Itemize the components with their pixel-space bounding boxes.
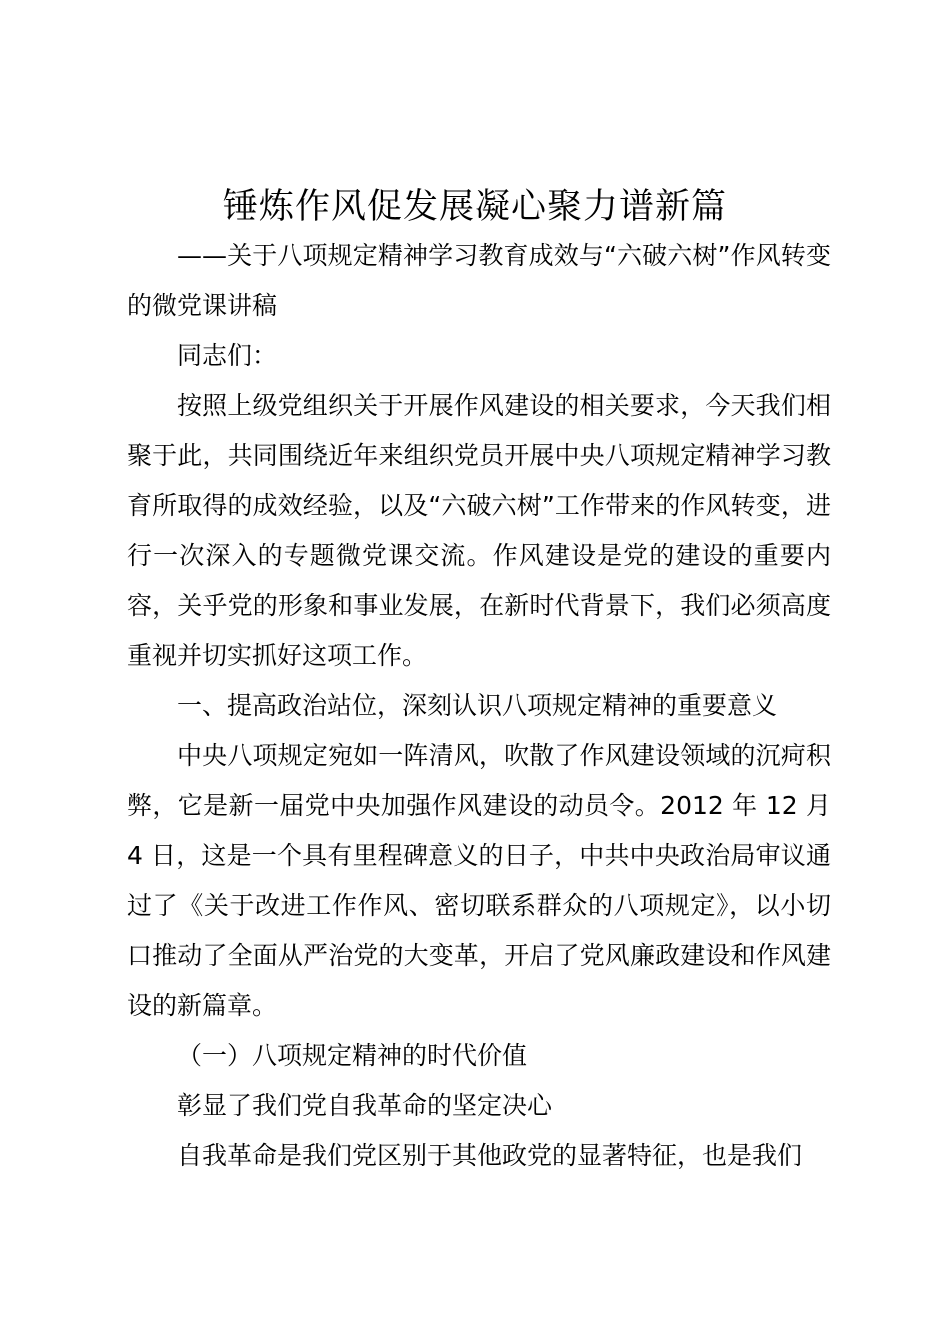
paragraph-intro: 按照上级党组织关于开展作风建设的相关要求，今天我们相聚于此，共同围绕近年来组织党员开展中央八项规定精神学习教育所取得的成效经验，以及“六破六树”工作带来的作风转变，进行一次深入的专题微党课交流。作风建设是党的建设的重要内容，关乎党的形象和事业发展，在新时代背景下，我们必须高度重视并切实抓好这项工作。 — [127, 391, 831, 670]
salutation: 同志们： — [177, 341, 278, 370]
document-subtitle: ——关于八项规定精神学习教育成效与“六破六树”作风转变的微党课讲稿 — [127, 241, 831, 320]
section-heading-1: 一、提高政治站位，深刻认识八项规定精神的重要意义 — [177, 691, 778, 720]
document-title: 锤炼作风促发展凝心聚力谱新篇 — [222, 187, 727, 227]
paragraph-point-1: 自我革命是我们党区别于其他政党的显著特征，也是我们 — [177, 1141, 803, 1170]
document-body — [127, 231, 831, 1181]
subsection-heading-1: （一）八项规定精神的时代价值 — [177, 1041, 528, 1070]
point-heading-1: 彰显了我们党自我革命的坚定决心 — [177, 1091, 553, 1120]
paragraph-section-1: 中央八项规定宛如一阵清风，吹散了作风建设领域的沉疴积弊，它是新一届党中央加强作风建设的动员令。2012 年 12 月 4 日，这是一个具有里程碑意义的日子，中共中央政治局审议通过了《关于改进工作作风、密切联系群众的八项规定》，以小切口推动了全面从严治党的大变革，开启了党风廉政建设和作风建设的新篇章。 — [127, 741, 831, 1020]
